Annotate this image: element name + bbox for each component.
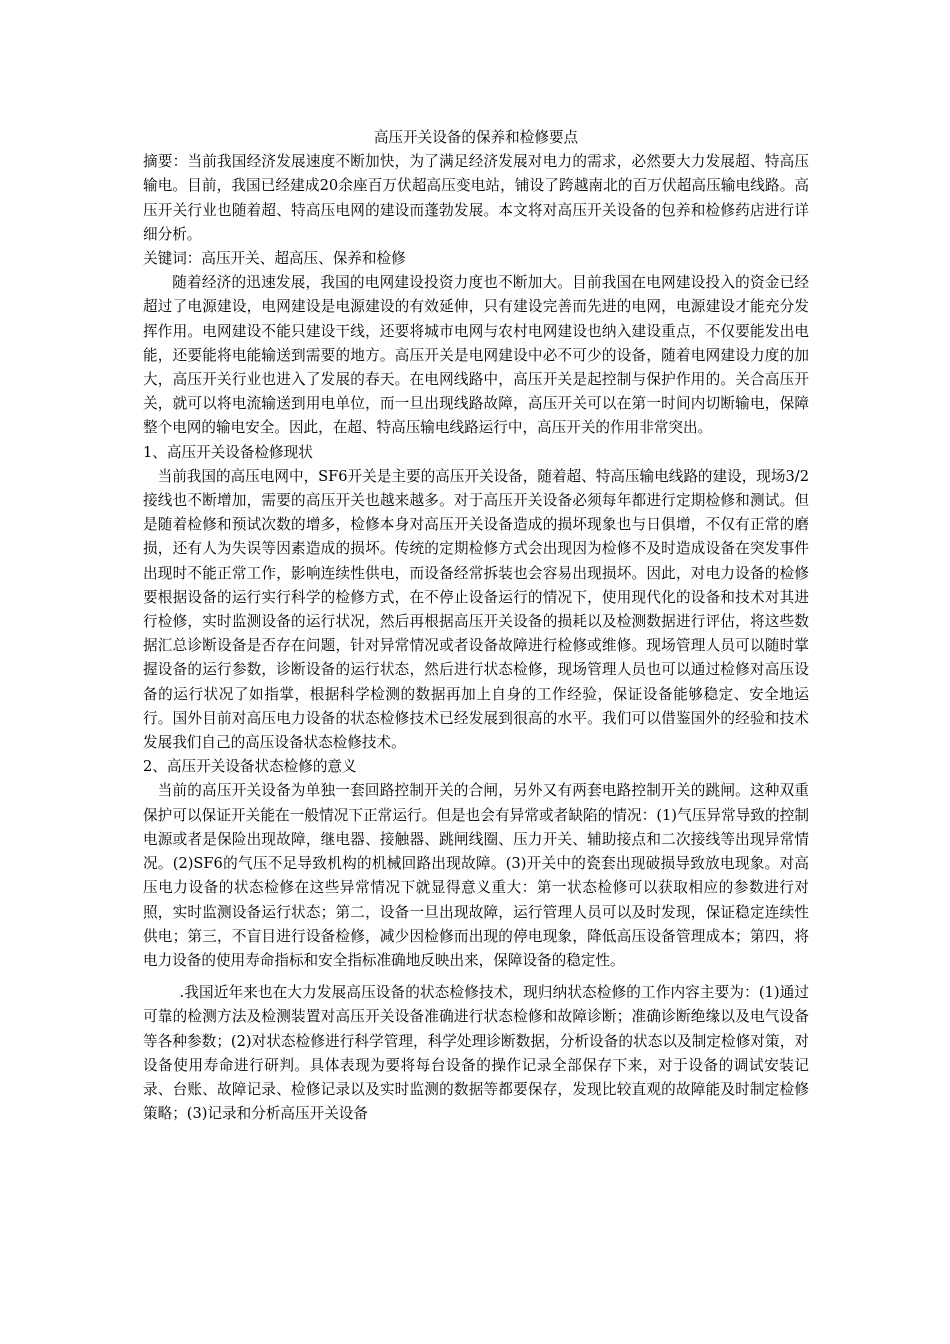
section-2-body: 当前的高压开关设备为单独一套回路控制开关的合闸，另外又有两套电路控制开关的跳闸。这种双重保护可以保证开关能在一般情况下正常运行。但是也会有异常或者缺陷的情况：(1)气压异常导致的控制电源或者是保险出现故障，继电器、接触器、跳闸线圈、压力开关、辅助接点和二次接线等出现异常情况。(2)SF6的气压不足导致机构的机械回路出现故障。(3)开关中的瓷套出现破损导致放电现象。对高压电力设备的状态检修在这些异常情况下就显得意义重大：第一状态检修可以获取相应的参数进行对照，实时监测设备运行状态；第二，设备一旦出现故障，运行管理人员可以及时发现，保证稳定连续性供电；第三，不盲目进行设备检修，减少因检修而出现的停电现象，降低高压设备管理成本；第四，将电力设备的使用寿命指标和安全指标准确地反映出来，保障设备的稳定性。 — [143, 782, 809, 969]
section-2-heading: 2、高压开关设备状态检修的意义 — [143, 758, 357, 776]
section-2-body-continued: .我国近年来也在大力发展高压设备的状态检修技术，现归纳状态检修的工作内容主要为：(1)通过可靠的检测方法及检测装置对高压开关设备准确进行状态检修和故障诊断；准确诊断绝缘以及电气设备等各种参数；(2)对状态检修进行科学管理，科学处理诊断数据，分析设备的状态以及制定检修对策，对设备使用寿命进行研判。具体表现为要将每台设备的操作记录全部保存下来，对于设备的调试安装记录、台账、故障记录、检修记录以及实时监测的数据等都要保存，发现比较直观的故障能及时制定检修策略；(3)记录和分析高压开关设备 — [143, 984, 809, 1123]
section-1-body: 当前我国的高压电网中，SF6开关是主要的高压开关设备，随着超、特高压输电线路的建设，现场3/2接线也不断增加，需要的高压开关也越来越多。对于高压开关设备必须每年都进行定期检修和测试。但是随着检修和预试次数的增多，检修本身对高压开关设备造成的损坏现象也与日俱增，不仅有正常的磨损，还有人为失误等因素造成的损坏。传统的定期检修方式会出现因为检修不及时造成设备在突发事件出现时不能正常工作，影响连续性供电，而设备经常拆装也会容易出现损坏。因此，对电力设备的检修要根据设备的运行实行科学的检修方式，在不停止设备运行的情况下，使用现代化的设备和技术对其进行检修，实时监测设备的运行状况，然后再根据高压开关设备的损耗以及检测数据进行评估，将这些数据汇总诊断设备是否存在问题，针对异常情况或者设备故障进行检修或维修。现场管理人员可以随时掌握设备的运行参数，诊断设备的运行状态，然后进行状态检修，现场管理人员也可以通过检修对高压设备的运行状况了如指掌，根据科学检测的数据再加上自身的工作经验，保证设备能够稳定、安全地运行。国外目前对高压电力设备的状态检修技术已经发展到很高的水平。我们可以借鉴国外的经验和技术发展我们自己的高压设备状态检修技术。 — [143, 467, 809, 752]
paragraph-gap — [143, 973, 809, 981]
abstract-paragraph: 摘要：当前我国经济发展速度不断加快，为了满足经济发展对电力的需求，必然要大力发展超、特高压输电。目前，我国已经建成20余座百万伏超高压变电站，铺设了跨越南北的百万伏超高压输电线路。高压开关行业也随着超、特高压电网的建设而蓬勃发展。本文将对高压开关设备的包养和检修药店进行详细分析。 — [143, 153, 809, 243]
keywords-line: 关键词：高压开关、超高压、保养和检修 — [143, 250, 406, 268]
document-page — [143, 126, 809, 1126]
document-title: 高压开关设备的保养和检修要点 — [373, 129, 579, 146]
section-1-heading: 1、高压开关设备检修现状 — [143, 443, 313, 461]
intro-paragraph: 随着经济的迅速发展，我国的电网建设投资力度也不断加大。目前我国在电网建设投入的资金已经超过了电源建设，电网建设是电源建设的有效延伸，只有建设完善而先进的电网，电源建设才能充分发挥作用。电网建设不能只建设干线，还要将城市电网与农村电网建设也纳入建设重点，不仅要能发出电能，还要能将电能输送到需要的地方。高压开关是电网建设中必不可少的设备，随着电网建设力度的加大，高压开关行业也进入了发展的春天。在电网线路中，高压开关是起控制与保护作用的。关合高压开关，就可以将电流输送到用电单位，而一旦出现线路故障，高压开关可以在第一时间内切断输电，保障整个电网的输电安全。因此，在超、特高压输电线路运行中，高压开关的作用非常突出。 — [143, 274, 809, 437]
